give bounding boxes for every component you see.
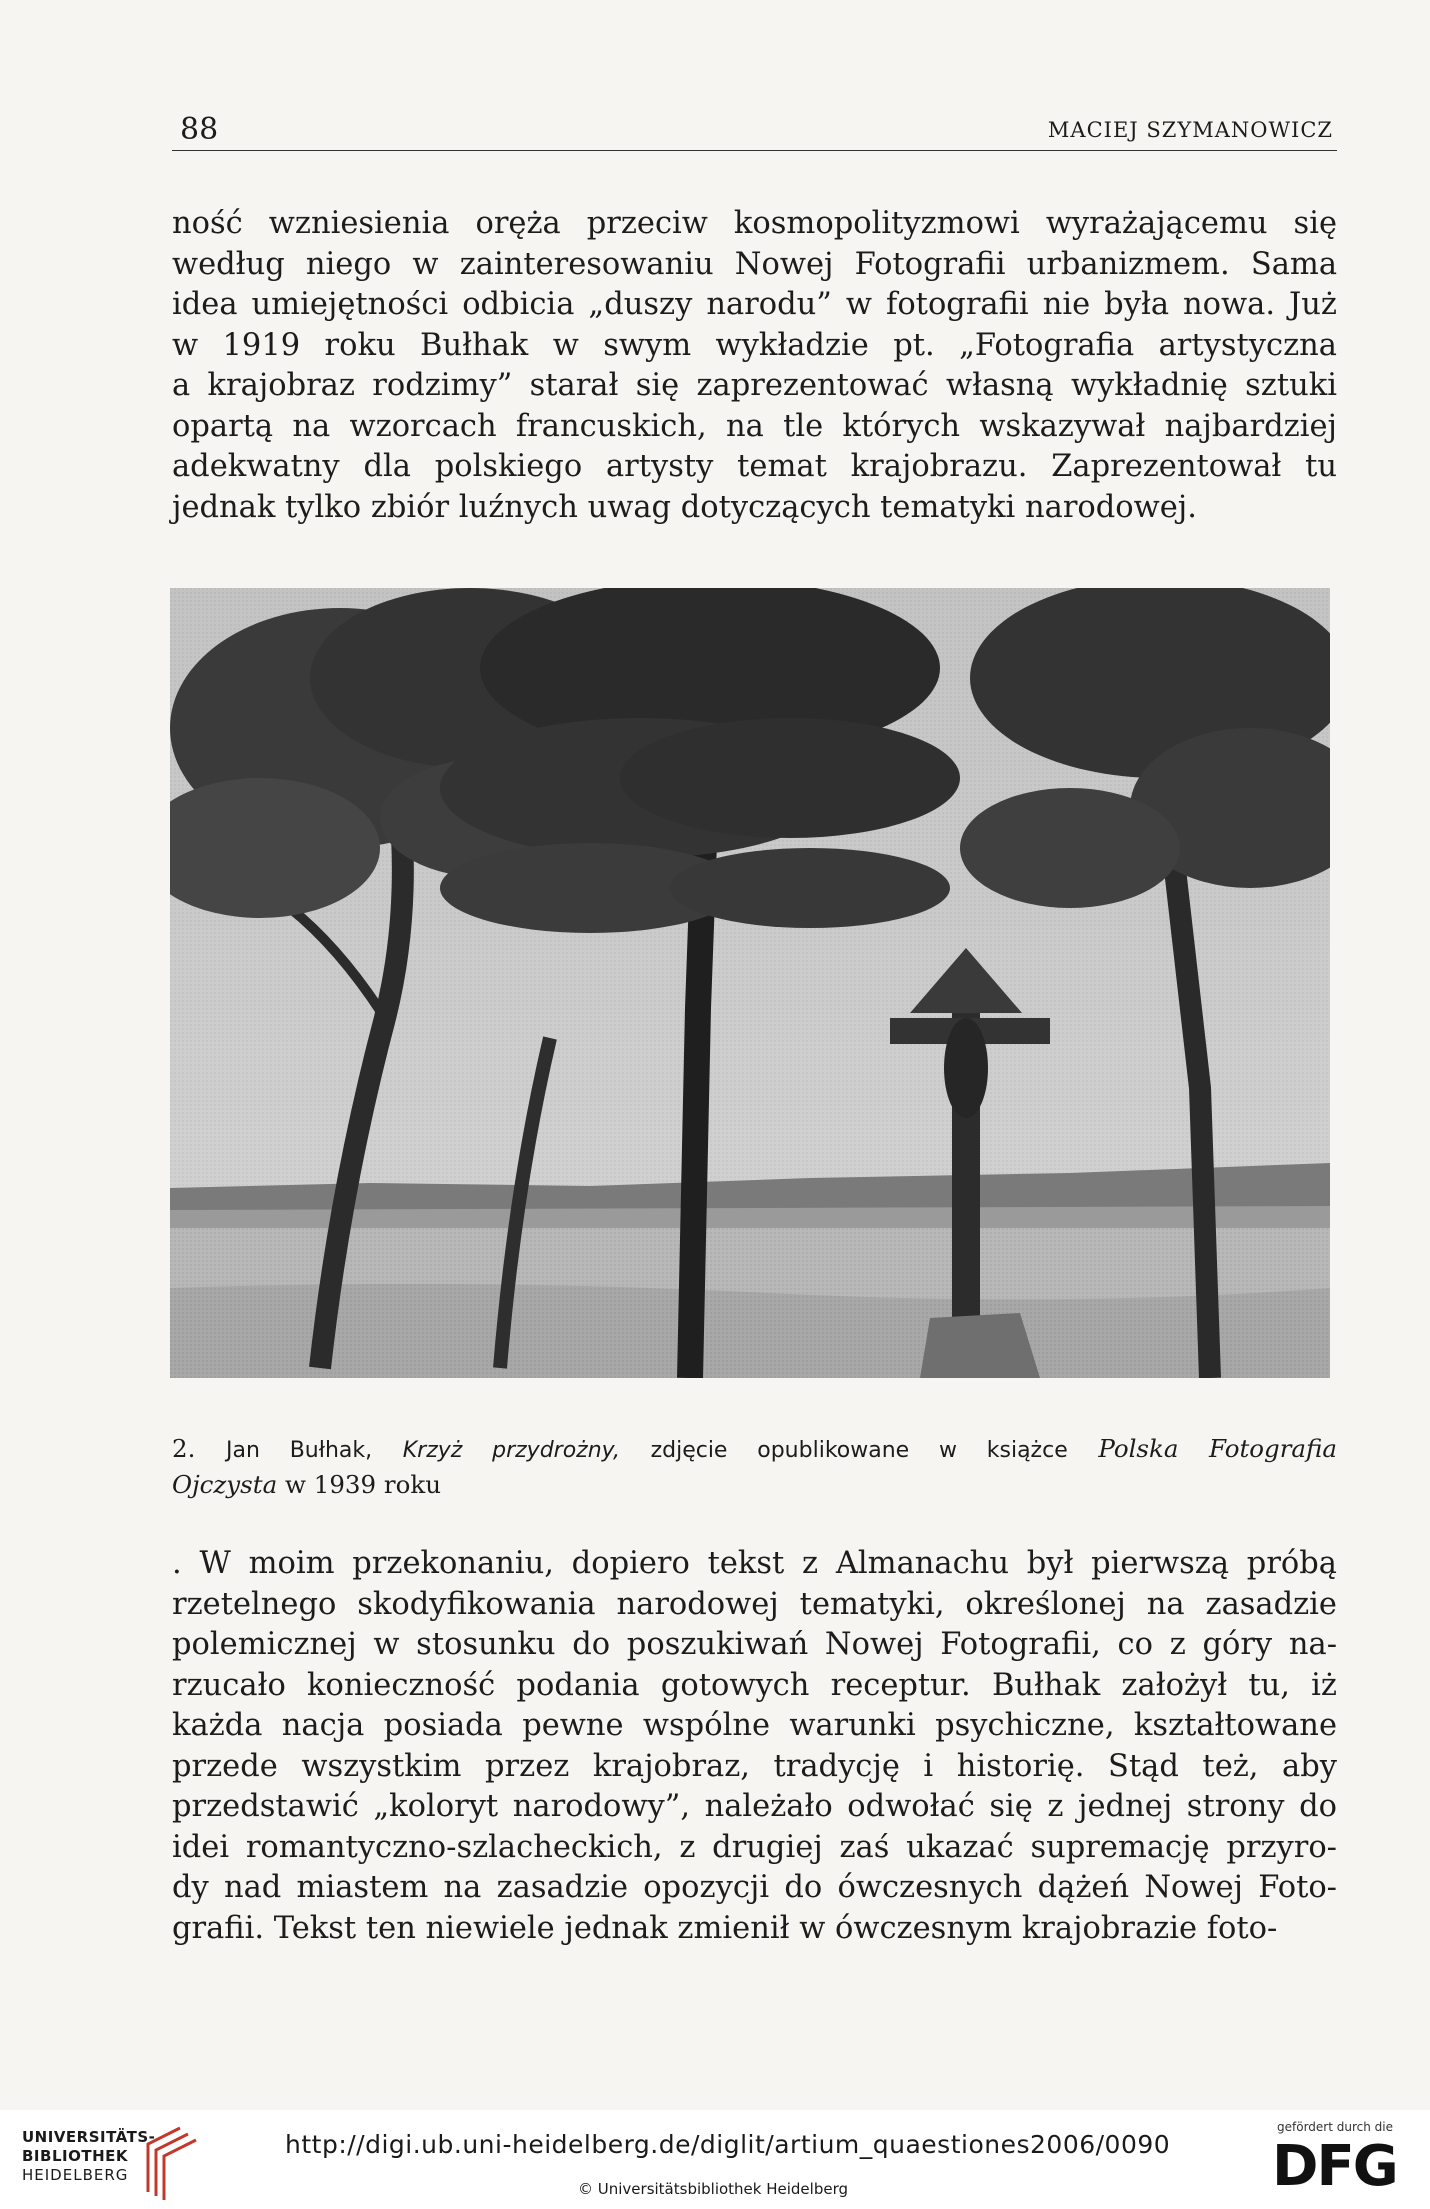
figure-caption [172, 1432, 1337, 1502]
text-line: każda nacja posiada pewne wspólne warunki psychiczne, kształtowane [172, 1708, 1337, 1743]
text-line: przedstawić „koloryt narodowy”, należało odwołać się z jednej strony do [172, 1789, 1337, 1824]
copyright-notice: © Universitätsbibliothek Heidelberg [578, 2180, 849, 2198]
text-line: grafii. Tekst ten niewiele jednak zmienił w ówczesnym krajobrazie foto- [172, 1910, 1278, 1946]
text-line: idei romantyczno-szlacheckich, z drugiej zaś ukazać supremację przyro- [172, 1829, 1337, 1865]
text-line: dy nad miastem na zasadzie opozycji do ówczesnych dążeń Nowej Foto- [172, 1870, 1337, 1905]
running-head: MACIEJ SZYMANOWICZ [1047, 118, 1333, 142]
photographer: Jan Bułhak, [225, 1438, 373, 1463]
text-line: według niego w zainteresowaniu Nowej Fotografii urbanizmem. Sama [172, 246, 1337, 282]
figure-photograph [170, 588, 1330, 1378]
text-line: a krajobraz rodzimy” starał się zaprezentować własną wykładnię sztuki [172, 368, 1337, 403]
funding-note: gefördert durch die [1277, 2120, 1393, 2134]
dfg-logo: DFG [1272, 2134, 1397, 2199]
page-number: 88 [180, 112, 219, 147]
paragraph-2 [172, 1544, 1337, 1949]
figure-number: 2. [172, 1434, 196, 1463]
library-logo [22, 2128, 155, 2185]
library-name-line-3: HEIDELBERG [22, 2166, 129, 2184]
page-header [172, 108, 1337, 151]
text-line: ność wzniesienia oręża przeciw kosmopolityzmowi wyrażającemu się [172, 206, 1337, 241]
digitization-footer [0, 2110, 1430, 2209]
library-name-line-2: BIBLIOTHEK [22, 2147, 128, 2165]
text-line: . W moim przekonaniu, dopiero tekst z Almanachu był pierwszą próbą [172, 1546, 1337, 1581]
text-line: adekwatny dla polskiego artysty temat krajobrazu. Zaprezentował tu [172, 449, 1337, 484]
text-line: rzucało konieczność podania gotowych receptur. Bułhak założył tu, iż [172, 1667, 1337, 1703]
library-mark-icon [140, 2122, 200, 2202]
caption-line-1 [172, 1432, 1337, 1468]
text-line: jednak tylko zbiór luźnych uwag dotyczących tematyki narodowej. [172, 489, 1197, 525]
text-line: rzetelnego skodyfikowania narodowej tematyki, określonej na zasadzie [172, 1586, 1337, 1622]
book-title: Polska Fotografia [1098, 1434, 1337, 1463]
book-title-cont: Ojczysta [172, 1470, 278, 1499]
text-line: przede wszystkim przez krajobraz, tradycję i historię. Stąd też, aby [172, 1748, 1337, 1784]
library-name-line-1: UNIVERSITÄTS- [22, 2128, 156, 2146]
text-line: opartą na wzorcach francuskich, na tle których wskazywał najbardziej [172, 408, 1337, 444]
publication-year: w 1939 roku [284, 1470, 441, 1499]
paragraph-1 [172, 204, 1337, 528]
caption-description: zdjęcie opublikowane w książce [650, 1438, 1068, 1463]
caption-line-2 [172, 1468, 1337, 1502]
text-line: w 1919 roku Bułhak w swym wykładzie pt. „Fotografia artystyczna [172, 327, 1337, 363]
photo-title: Krzyż przydrożny, [402, 1438, 620, 1463]
text-line: idea umiejętności odbicia „duszy narodu” w fotografii nie była nowa. Już [172, 287, 1337, 322]
text-line: polemicznej w stosunku do poszukiwań Nowej Fotografii, co z góry na- [172, 1627, 1337, 1662]
permalink-url[interactable]: http://digi.ub.uni-heidelberg.de/diglit/artium_quaestiones2006/0090 [285, 2130, 1171, 2159]
landscape-photo-illustration [170, 588, 1330, 1378]
